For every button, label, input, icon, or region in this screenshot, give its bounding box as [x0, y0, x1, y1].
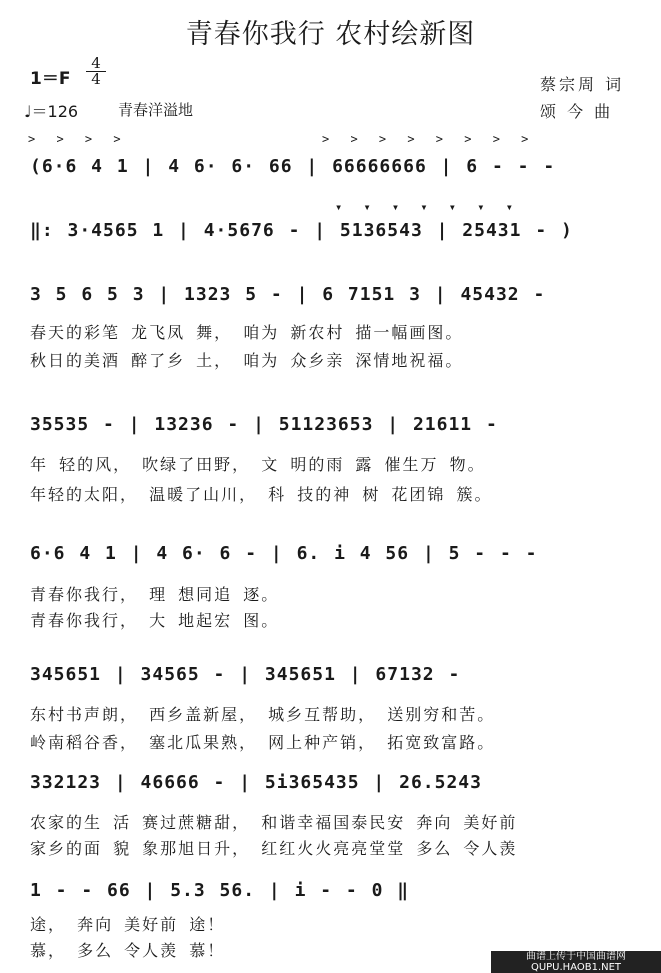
lyric-row-4-verse-1: 年 轻的风， 吹绿了田野， 文 明的雨 露 催生万 物。	[30, 455, 486, 474]
notes-row-5: 6·6 4 1 | 4 6· 6 - | 6. i 4 56 | 5 - - -	[30, 543, 538, 564]
lyric-row-3-verse-2: 秋日的美酒 醉了乡 土， 咱为 众乡亲 深情地祝福。	[30, 351, 464, 370]
lyric-row-6-verse-1: 东村书声朗， 西乡盖新屋， 城乡互帮助， 送别穷和苦。	[30, 705, 496, 724]
lyric-row-8-verse-2: 慕， 多么 令人羡 慕！	[30, 941, 226, 960]
lyric-row-8-verse-1: 途， 奔向 美好前 途！	[30, 915, 226, 934]
score-row-2	[14, 212, 648, 252]
footer-line-1: 曲谱上传于中国曲谱网	[526, 951, 626, 962]
song-title: 青春你我行 农村绘新图	[185, 19, 476, 50]
tempo-marking: ♩＝126	[24, 102, 79, 121]
footer-line-2: QUPU.HAOB1.NET	[530, 962, 622, 973]
lyric-row-6-verse-2: 岭南稻谷香， 塞北瓜果熟， 网上种产销， 拓宽致富路。	[30, 733, 496, 752]
notes-row-6: 345651 | 34565 - | 345651 | 67132 -	[30, 664, 461, 685]
notes-row-3: 3 5 6 5 3 | 1323 5 - | 6 7151 3 | 45432 -	[30, 284, 546, 305]
score-row-7	[14, 764, 648, 804]
score-row-8	[14, 872, 648, 912]
accent-marks-row1a: > > > >	[28, 132, 128, 146]
notes-row-4: 35535 - | 13236 - | 51123653 | 21611 -	[30, 414, 498, 435]
lyric-row-7-verse-1: 农家的生 活 赛过蔗糖甜， 和谐幸福国泰民安 奔向 美好前	[30, 813, 518, 832]
notes-row-2: ‖: 3·4565 1 | 4·5676 - | 5136543 | 25431 - )	[30, 220, 573, 241]
lyric-row-7-verse-2: 家乡的面 貌 象那旭日升， 红红火火亮亮堂堂 多么 令人羡	[30, 839, 518, 858]
accent-marks-row1b: > > > > > > > >	[322, 132, 536, 146]
lyric-row-4-verse-2: 年轻的太阳， 温暖了山川， 科 技的神 树 花团锦 簇。	[30, 485, 493, 504]
score-row-6	[14, 656, 648, 696]
time-signature-bottom: 4	[91, 70, 101, 88]
score-row-4	[14, 406, 648, 446]
mood-marking: 青春洋溢地	[118, 101, 194, 119]
notes-row-8: 1 - - 66 | 5.3 56. | i - - 0 ‖	[30, 880, 410, 901]
lyric-row-3-verse-1: 春天的彩笔 龙飞凤 舞， 咱为 新农村 描一幅画图。	[30, 323, 464, 342]
accent-marks-row2: ▾ ▾ ▾ ▾ ▾ ▾ ▾	[335, 200, 520, 214]
notes-row-7: 332123 | 46666 - | 5i365435 | 26.5243	[30, 772, 482, 793]
score-row-5	[14, 535, 648, 575]
composer-credit: 颂 今 曲	[540, 102, 614, 121]
time-signature	[86, 56, 106, 87]
lyric-row-5-verse-1: 青春你我行， 理 想同追 逐。	[30, 585, 280, 604]
notes-row-1: (6·6 4 1 | 4 6· 6· 66 | 66666666 | 6 - - -	[30, 156, 556, 177]
lyric-row-5-verse-2: 青春你我行， 大 地起宏 图。	[30, 611, 280, 630]
lyricist-credit: 蔡宗周 词	[540, 75, 625, 94]
site-watermark-footer	[491, 951, 661, 973]
score-row-1	[14, 148, 648, 188]
score-row-3	[14, 276, 648, 316]
key-signature: 1＝F	[30, 69, 71, 89]
time-signature-top: 4	[86, 56, 106, 72]
